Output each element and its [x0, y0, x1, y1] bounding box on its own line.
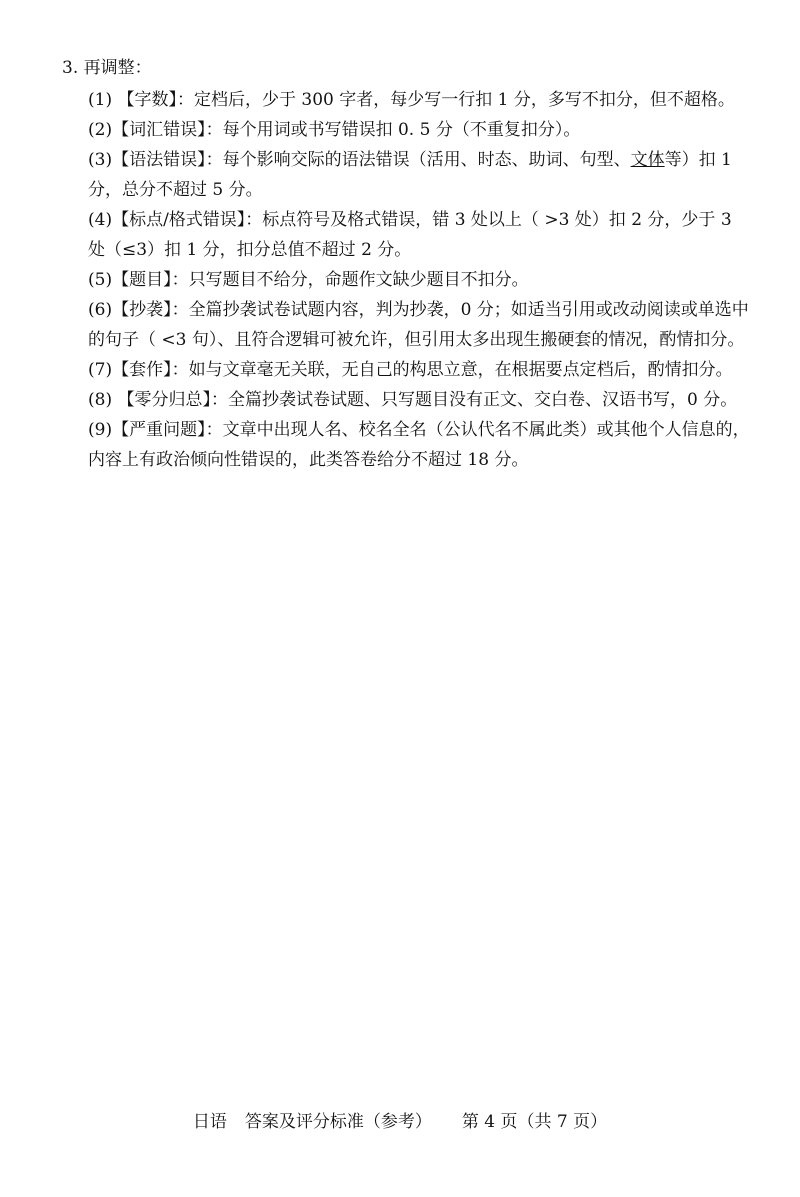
rule-text: (1) 【字数】：定档后，少于 300 字者，每少写一行扣 1 分，多写不扣分，但不超格。	[88, 90, 735, 110]
rule-text: (5)【题目】：只写题目不给分，命题作文缺少题目不扣分。	[88, 270, 529, 290]
footer-subject: 日语	[192, 1112, 227, 1132]
footer-page-number: 第 4 页（共 7 页）	[461, 1112, 608, 1132]
rule-item-grammar-errors	[88, 145, 752, 205]
rule-item-word-count	[88, 85, 752, 115]
rule-text: (2)【词汇错误】：每个用词或书写错误扣 0. 5 分（不重复扣分）。	[88, 120, 581, 140]
rule-text-part: (3)【语法错误】：每个影响交际的语法错误（活用、时态、助词、句型、	[88, 150, 631, 170]
rule-item-title	[88, 265, 752, 295]
footer-doc-title: 答案及评分标准（参考）	[244, 1112, 432, 1132]
rule-text: (9)【严重问题】：文章中出现人名、校名全名（公认代名不属此类）或其他个人信息的，内容上有政治倾向性错误的，此类答卷给分不超过 18 分。	[88, 420, 750, 470]
rule-item-vocabulary-errors	[88, 115, 752, 145]
rule-text: (4)【标点/格式错误】：标点符号及格式错误，错 3 处以上（ >3 处）扣 2 分，少于 3 处（≤3）扣 1 分，扣分总值不超过 2 分。	[88, 210, 732, 260]
rule-text: (7)【套作】：如与文章毫无关联，无自己的构思立意，在根据要点定档后，酌情扣分。	[88, 360, 733, 380]
section-heading: 3. 再调整：	[62, 58, 152, 78]
scoring-rules-list	[88, 85, 752, 475]
rule-item-zero-score	[88, 385, 752, 415]
rule-item-plagiarism	[88, 295, 752, 355]
rule-text	[88, 145, 752, 205]
underlined-term: 文体	[630, 150, 665, 170]
rule-text: (8) 【零分归总】：全篇抄袭试卷试题、只写题目没有正文、交白卷、汉语书写，0 分。	[88, 390, 738, 410]
rule-text-part: 等）扣 1 分，总分不超过 5 分。	[88, 150, 732, 200]
rule-text: (6)【抄袭】：全篇抄袭试卷试题内容，判为抄袭，0 分；如适当引用或改动阅读或单选中的句子（ <3 句）、且符合逻辑可被允许，但引用太多出现生搬硬套的情况，酌情扣分。	[88, 300, 749, 350]
page-footer	[0, 1110, 800, 1134]
rule-item-punctuation-format	[88, 205, 752, 265]
rule-item-serious-issues	[88, 415, 752, 475]
rule-item-template-writing	[88, 355, 752, 385]
